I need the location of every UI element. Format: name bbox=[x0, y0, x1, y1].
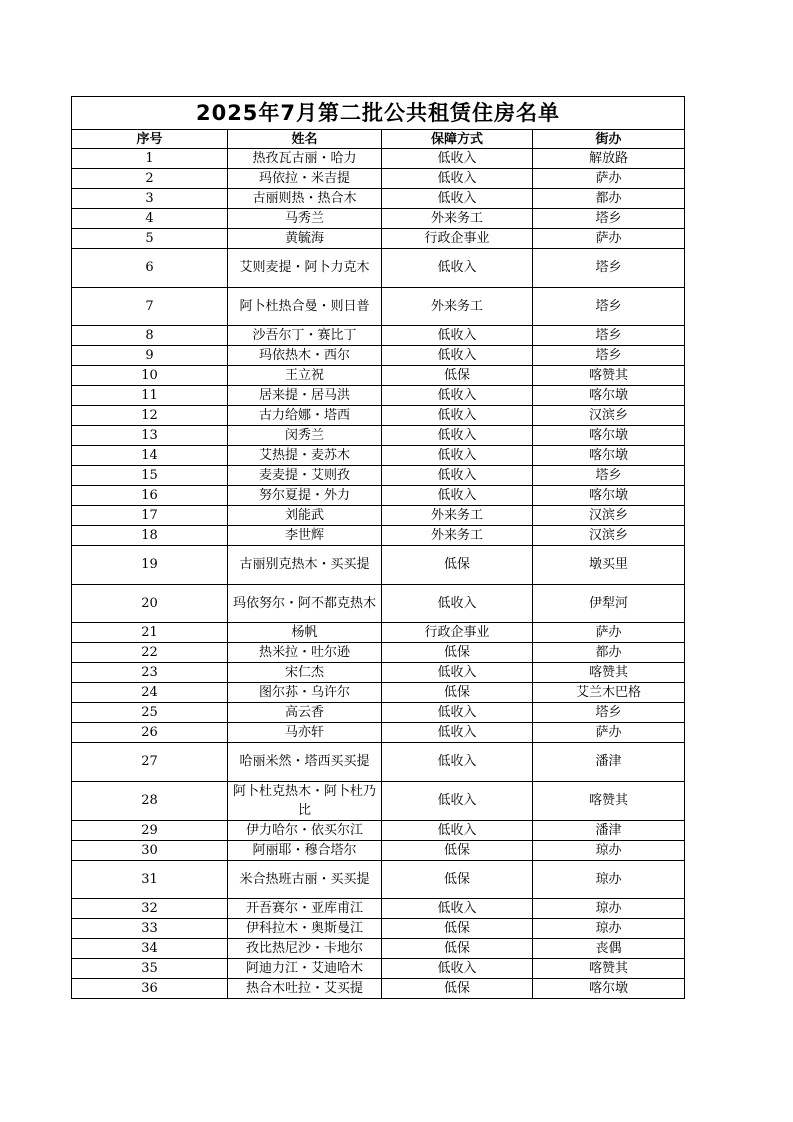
table-row bbox=[72, 959, 685, 979]
row-district: 塔乡 bbox=[533, 703, 685, 723]
row-name: 王立祝 bbox=[228, 366, 382, 386]
row-district: 喀赞其 bbox=[533, 663, 685, 683]
row-index: 10 bbox=[72, 366, 228, 386]
row-index: 23 bbox=[72, 663, 228, 683]
row-index: 35 bbox=[72, 959, 228, 979]
row-district: 墩买里 bbox=[533, 546, 685, 585]
row-index: 16 bbox=[72, 486, 228, 506]
table-row bbox=[72, 446, 685, 466]
row-type: 低收入 bbox=[382, 346, 533, 366]
table-row bbox=[72, 979, 685, 999]
row-district: 都办 bbox=[533, 643, 685, 663]
row-name: 图尔荪・乌许尔 bbox=[228, 683, 382, 703]
row-district: 萨办 bbox=[533, 723, 685, 743]
row-name: 玛依努尔・阿不都克热木 bbox=[228, 584, 382, 623]
row-district: 琼办 bbox=[533, 860, 685, 899]
row-name: 古丽则热・热合木 bbox=[228, 189, 382, 209]
row-index: 3 bbox=[72, 189, 228, 209]
page-title: 2025年7月第二批公共租赁住房名单 bbox=[72, 97, 685, 130]
table-row bbox=[72, 149, 685, 169]
row-district: 喀赞其 bbox=[533, 781, 685, 820]
row-type: 低收入 bbox=[382, 466, 533, 486]
public-housing-list-table bbox=[71, 96, 685, 999]
row-type: 低保 bbox=[382, 939, 533, 959]
row-name: 古力给娜・塔西 bbox=[228, 406, 382, 426]
row-district: 琼办 bbox=[533, 899, 685, 919]
row-type: 低收入 bbox=[382, 820, 533, 840]
table-row bbox=[72, 326, 685, 346]
row-type: 低保 bbox=[382, 546, 533, 585]
row-name: 阿卜杜克热木・阿卜杜乃比 bbox=[228, 781, 382, 820]
row-index: 28 bbox=[72, 781, 228, 820]
row-type: 低收入 bbox=[382, 959, 533, 979]
table-row bbox=[72, 643, 685, 663]
row-district: 喀尔墩 bbox=[533, 486, 685, 506]
row-district: 塔乡 bbox=[533, 287, 685, 326]
table-row bbox=[72, 506, 685, 526]
row-district: 艾兰木巴格 bbox=[533, 683, 685, 703]
row-index: 4 bbox=[72, 209, 228, 229]
row-name: 玛依热木・西尔 bbox=[228, 346, 382, 366]
row-type: 低收入 bbox=[382, 743, 533, 782]
table-row bbox=[72, 623, 685, 643]
table-row bbox=[72, 466, 685, 486]
row-index: 5 bbox=[72, 229, 228, 249]
table-row bbox=[72, 169, 685, 189]
row-district: 都办 bbox=[533, 189, 685, 209]
row-district: 丧偶 bbox=[533, 939, 685, 959]
row-type: 低收入 bbox=[382, 386, 533, 406]
row-district: 萨办 bbox=[533, 229, 685, 249]
row-type: 外来务工 bbox=[382, 506, 533, 526]
table-row bbox=[72, 366, 685, 386]
table-row bbox=[72, 546, 685, 585]
row-type: 低收入 bbox=[382, 584, 533, 623]
table-row bbox=[72, 820, 685, 840]
row-index: 13 bbox=[72, 426, 228, 446]
row-index: 15 bbox=[72, 466, 228, 486]
row-type: 低收入 bbox=[382, 426, 533, 446]
row-index: 29 bbox=[72, 820, 228, 840]
row-index: 30 bbox=[72, 840, 228, 860]
row-index: 12 bbox=[72, 406, 228, 426]
table-row bbox=[72, 781, 685, 820]
row-name: 古丽别克热木・买买提 bbox=[228, 546, 382, 585]
row-type: 低保 bbox=[382, 366, 533, 386]
row-index: 21 bbox=[72, 623, 228, 643]
row-index: 32 bbox=[72, 899, 228, 919]
row-name: 闵秀兰 bbox=[228, 426, 382, 446]
row-index: 19 bbox=[72, 546, 228, 585]
row-index: 36 bbox=[72, 979, 228, 999]
row-name: 热合木吐拉・艾买提 bbox=[228, 979, 382, 999]
row-district: 塔乡 bbox=[533, 209, 685, 229]
row-district: 汉滨乡 bbox=[533, 526, 685, 546]
row-name: 李世辉 bbox=[228, 526, 382, 546]
row-name: 黄毓海 bbox=[228, 229, 382, 249]
row-name: 玛依拉・米吉提 bbox=[228, 169, 382, 189]
row-type: 低收入 bbox=[382, 723, 533, 743]
table-row bbox=[72, 939, 685, 959]
row-type: 外来务工 bbox=[382, 209, 533, 229]
row-district: 塔乡 bbox=[533, 249, 685, 288]
row-index: 25 bbox=[72, 703, 228, 723]
header-row bbox=[72, 130, 685, 149]
header-district: 街办 bbox=[533, 130, 685, 149]
row-name: 麦麦提・艾则孜 bbox=[228, 466, 382, 486]
row-district: 喀赞其 bbox=[533, 959, 685, 979]
table-row bbox=[72, 426, 685, 446]
row-type: 低保 bbox=[382, 979, 533, 999]
row-type: 低收入 bbox=[382, 326, 533, 346]
row-type: 外来务工 bbox=[382, 526, 533, 546]
row-type: 低收入 bbox=[382, 446, 533, 466]
row-name: 热米拉・吐尔逊 bbox=[228, 643, 382, 663]
row-type: 低收入 bbox=[382, 663, 533, 683]
row-type: 低保 bbox=[382, 860, 533, 899]
row-type: 低收入 bbox=[382, 781, 533, 820]
table-row bbox=[72, 287, 685, 326]
row-index: 24 bbox=[72, 683, 228, 703]
row-district: 琼办 bbox=[533, 919, 685, 939]
table-row bbox=[72, 386, 685, 406]
row-index: 8 bbox=[72, 326, 228, 346]
row-type: 低收入 bbox=[382, 169, 533, 189]
row-type: 低保 bbox=[382, 919, 533, 939]
row-index: 1 bbox=[72, 149, 228, 169]
table-row bbox=[72, 249, 685, 288]
table-row bbox=[72, 209, 685, 229]
row-type: 低收入 bbox=[382, 249, 533, 288]
table-row bbox=[72, 840, 685, 860]
table-row bbox=[72, 723, 685, 743]
row-type: 低收入 bbox=[382, 486, 533, 506]
row-district: 萨办 bbox=[533, 169, 685, 189]
row-index: 20 bbox=[72, 584, 228, 623]
row-name: 米合热班古丽・买买提 bbox=[228, 860, 382, 899]
row-index: 27 bbox=[72, 743, 228, 782]
table-row bbox=[72, 229, 685, 249]
row-district: 喀尔墩 bbox=[533, 426, 685, 446]
table-row bbox=[72, 406, 685, 426]
row-index: 31 bbox=[72, 860, 228, 899]
row-district: 喀尔墩 bbox=[533, 386, 685, 406]
row-index: 18 bbox=[72, 526, 228, 546]
row-name: 艾则麦提・阿卜力克木 bbox=[228, 249, 382, 288]
row-name: 高云香 bbox=[228, 703, 382, 723]
table-row bbox=[72, 919, 685, 939]
row-district: 潘津 bbox=[533, 743, 685, 782]
row-name: 沙吾尔丁・赛比丁 bbox=[228, 326, 382, 346]
row-index: 11 bbox=[72, 386, 228, 406]
row-district: 喀尔墩 bbox=[533, 446, 685, 466]
row-type: 行政企事业 bbox=[382, 623, 533, 643]
row-district: 潘津 bbox=[533, 820, 685, 840]
row-district: 解放路 bbox=[533, 149, 685, 169]
row-name: 孜比热尼沙・卡地尔 bbox=[228, 939, 382, 959]
row-name: 居来提・居马洪 bbox=[228, 386, 382, 406]
table-row bbox=[72, 526, 685, 546]
row-district: 喀赞其 bbox=[533, 366, 685, 386]
table-row bbox=[72, 486, 685, 506]
row-district: 萨办 bbox=[533, 623, 685, 643]
row-type: 低收入 bbox=[382, 406, 533, 426]
row-index: 2 bbox=[72, 169, 228, 189]
row-name: 马亦轩 bbox=[228, 723, 382, 743]
row-district: 塔乡 bbox=[533, 466, 685, 486]
row-name: 努尔夏提・外力 bbox=[228, 486, 382, 506]
table-row bbox=[72, 860, 685, 899]
row-name: 哈丽米然・塔西买买提 bbox=[228, 743, 382, 782]
row-index: 26 bbox=[72, 723, 228, 743]
header-type: 保障方式 bbox=[382, 130, 533, 149]
row-name: 阿迪力江・艾迪哈木 bbox=[228, 959, 382, 979]
table-row bbox=[72, 189, 685, 209]
row-type: 低保 bbox=[382, 840, 533, 860]
row-index: 14 bbox=[72, 446, 228, 466]
table-row bbox=[72, 703, 685, 723]
row-name: 马秀兰 bbox=[228, 209, 382, 229]
row-type: 低保 bbox=[382, 643, 533, 663]
row-type: 低收入 bbox=[382, 149, 533, 169]
row-index: 17 bbox=[72, 506, 228, 526]
row-type: 外来务工 bbox=[382, 287, 533, 326]
header-index: 序号 bbox=[72, 130, 228, 149]
row-name: 杨帆 bbox=[228, 623, 382, 643]
row-index: 7 bbox=[72, 287, 228, 326]
table-row bbox=[72, 346, 685, 366]
row-name: 热孜瓦古丽・哈力 bbox=[228, 149, 382, 169]
row-name: 伊力哈尔・依买尔江 bbox=[228, 820, 382, 840]
row-index: 22 bbox=[72, 643, 228, 663]
row-name: 伊科拉木・奥斯曼江 bbox=[228, 919, 382, 939]
row-district: 伊犁河 bbox=[533, 584, 685, 623]
row-district: 塔乡 bbox=[533, 326, 685, 346]
row-type: 低保 bbox=[382, 683, 533, 703]
table-row bbox=[72, 899, 685, 919]
row-index: 33 bbox=[72, 919, 228, 939]
row-type: 低收入 bbox=[382, 899, 533, 919]
row-district: 喀尔墩 bbox=[533, 979, 685, 999]
table-row bbox=[72, 584, 685, 623]
row-index: 6 bbox=[72, 249, 228, 288]
row-name: 阿丽耶・穆合塔尔 bbox=[228, 840, 382, 860]
row-name: 开吾赛尔・亚库甫江 bbox=[228, 899, 382, 919]
table-row bbox=[72, 743, 685, 782]
header-name: 姓名 bbox=[228, 130, 382, 149]
row-name: 宋仁杰 bbox=[228, 663, 382, 683]
row-district: 汉滨乡 bbox=[533, 406, 685, 426]
row-type: 低收入 bbox=[382, 703, 533, 723]
row-name: 艾热提・麦苏木 bbox=[228, 446, 382, 466]
row-district: 汉滨乡 bbox=[533, 506, 685, 526]
table-row bbox=[72, 663, 685, 683]
table-row bbox=[72, 683, 685, 703]
row-name: 阿卜杜热合曼・则日普 bbox=[228, 287, 382, 326]
row-district: 琼办 bbox=[533, 840, 685, 860]
row-district: 塔乡 bbox=[533, 346, 685, 366]
row-name: 刘能武 bbox=[228, 506, 382, 526]
row-type: 低收入 bbox=[382, 189, 533, 209]
row-type: 行政企事业 bbox=[382, 229, 533, 249]
row-index: 34 bbox=[72, 939, 228, 959]
row-index: 9 bbox=[72, 346, 228, 366]
